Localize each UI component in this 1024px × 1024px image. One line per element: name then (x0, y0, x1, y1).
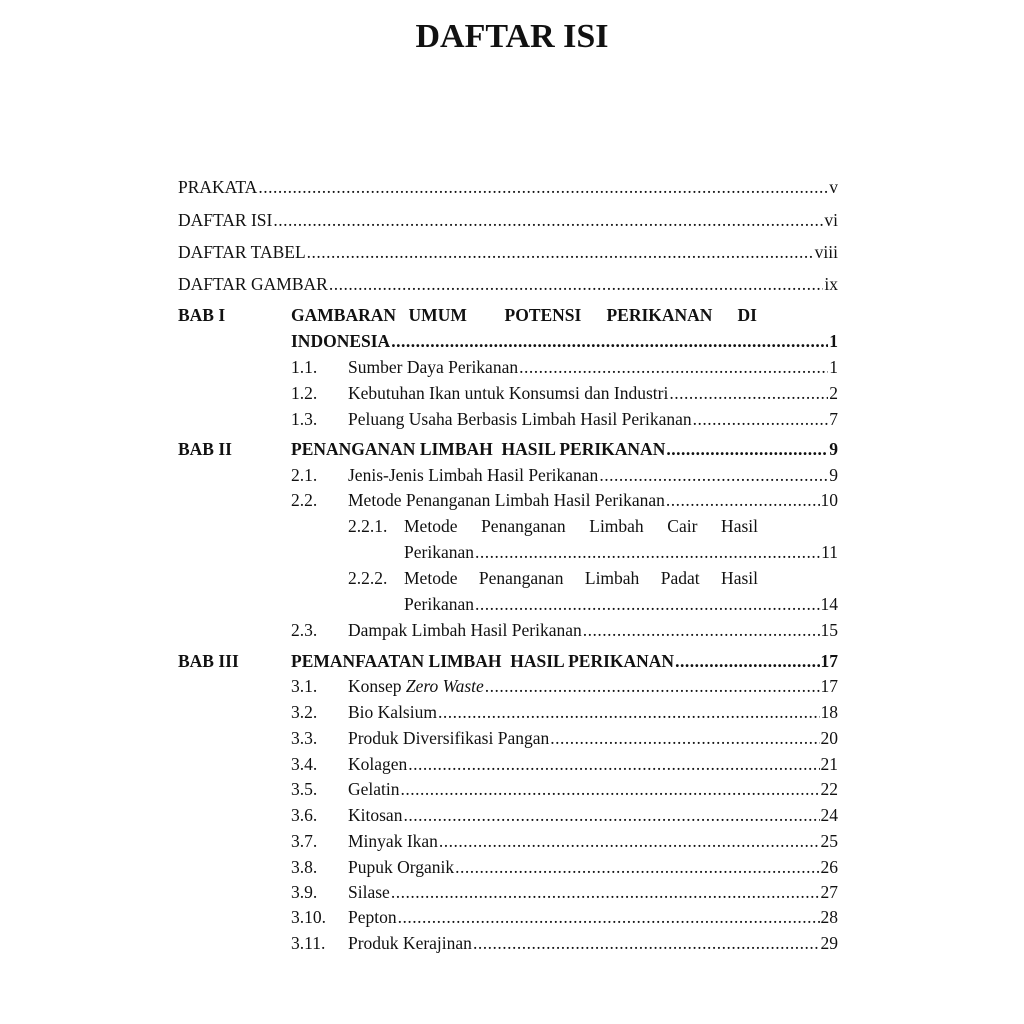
section-label: Kolagen (348, 754, 408, 774)
section-number: 1.1. (291, 357, 318, 377)
chapter-title: PENANGANAN LIMBAH HASIL PERIKANAN (291, 439, 666, 459)
dot-leader (307, 239, 814, 265)
toc-section-3-10[interactable] (291, 904, 838, 930)
toc-page-number: 14 (820, 594, 838, 614)
chapter-title: GAMBARAN UMUM POTENSI PERIKANAN DI (291, 305, 757, 325)
toc-page-number: v (829, 177, 838, 197)
dot-leader (599, 462, 828, 488)
section-label: Pupuk Organik (348, 857, 455, 877)
dot-leader (401, 776, 820, 802)
dot-leader (485, 673, 820, 699)
toc-page-number: 21 (820, 754, 838, 774)
section-label: Kitosan (348, 805, 403, 825)
section-label-italic: Zero Waste (405, 676, 484, 696)
section-label: Metode Penanganan Limbah Hasil Perikanan (348, 490, 665, 510)
toc-subsection-2-2-1[interactable] (348, 513, 758, 539)
section-label: Metode Penanganan Limbah Cair Hasil (404, 516, 758, 536)
toc-section-3-2[interactable] (291, 699, 838, 725)
dot-leader (408, 751, 819, 777)
section-label: Metode Penanganan Limbah Padat Hasil (404, 568, 758, 588)
section-label: Gelatin (348, 779, 400, 799)
toc-page-number: 9 (829, 439, 838, 459)
toc-page-number: 17 (820, 651, 838, 671)
toc-page-number: 9 (829, 465, 838, 485)
toc-entry-label: PRAKATA (178, 177, 258, 197)
section-number: 3.2. (291, 702, 318, 722)
dot-leader (669, 380, 828, 406)
dot-leader (473, 930, 820, 956)
section-number: 2.3. (291, 620, 318, 640)
toc-section-1-1[interactable] (291, 354, 838, 380)
section-number: 3.1. (291, 676, 318, 696)
toc-chapter-1-heading-cont[interactable] (291, 328, 838, 354)
toc-page-number: 15 (820, 620, 838, 640)
section-number: 2.2. (291, 490, 318, 510)
section-number: 2.1. (291, 465, 318, 485)
toc-section-3-4[interactable] (291, 751, 838, 777)
dot-leader (439, 828, 820, 854)
section-number: 2.2.1. (348, 516, 388, 536)
toc-section-2-2[interactable] (291, 487, 838, 513)
toc-section-3-5[interactable] (291, 776, 838, 802)
toc-section-3-7[interactable] (291, 828, 838, 854)
dot-leader (550, 725, 819, 751)
toc-section-2-3[interactable] (291, 617, 838, 643)
toc-subsection-2-2-2[interactable] (348, 565, 758, 591)
toc-page-number: 26 (820, 857, 838, 877)
toc-page-number: 1 (829, 331, 838, 351)
section-number: 3.11. (291, 933, 326, 953)
toc-subsection-2-2-1-cont[interactable] (404, 539, 838, 565)
toc-page-number: 2 (829, 383, 838, 403)
chapter-number: BAB II (178, 439, 232, 459)
section-label: Silase (348, 882, 390, 902)
toc-page-number: ix (824, 274, 838, 294)
section-number: 3.9. (291, 882, 318, 902)
toc-section-1-2[interactable] (291, 380, 838, 406)
section-label (348, 673, 484, 699)
section-label: Pepton (348, 907, 397, 927)
toc-page-number: 20 (820, 728, 838, 748)
toc-entry-prakata[interactable] (178, 174, 838, 200)
toc-page-number: 1 (829, 357, 838, 377)
section-label: Peluang Usaha Berbasis Limbah Hasil Perikanan (348, 409, 692, 429)
dot-leader (403, 802, 819, 828)
toc-entry-daftar-isi[interactable] (178, 207, 838, 233)
dot-leader (666, 436, 828, 462)
toc-entry-daftar-tabel[interactable] (178, 239, 838, 265)
dot-leader (391, 879, 820, 905)
section-label: Bio Kalsium (348, 702, 437, 722)
toc-section-1-3[interactable] (291, 406, 838, 432)
toc-chapter-2-heading[interactable] (178, 436, 838, 462)
toc-page-number: 28 (820, 907, 838, 927)
dot-leader (675, 648, 819, 674)
toc-page-number: vi (824, 210, 838, 230)
section-label: Sumber Daya Perikanan (348, 357, 519, 377)
section-label: Kebutuhan Ikan untuk Konsumsi dan Industri (348, 383, 669, 403)
toc-chapter-3-heading[interactable] (178, 648, 838, 674)
toc-page-number: 29 (820, 933, 838, 953)
section-number: 3.6. (291, 805, 318, 825)
dot-leader (455, 854, 819, 880)
chapter-number: BAB I (178, 305, 226, 325)
dot-leader (519, 354, 828, 380)
toc-page-number: 24 (820, 805, 838, 825)
toc-section-3-6[interactable] (291, 802, 838, 828)
toc-page-number: 27 (820, 882, 838, 902)
section-label-roman: Konsep (348, 676, 406, 696)
section-number: 3.5. (291, 779, 318, 799)
dot-leader (583, 617, 820, 643)
toc-page-number: 7 (829, 409, 838, 429)
toc-page-number: viii (814, 242, 838, 262)
section-number: 1.2. (291, 383, 318, 403)
toc-chapter-1-heading[interactable] (178, 302, 758, 328)
dot-leader (273, 207, 823, 233)
toc-section-2-1[interactable] (291, 462, 838, 488)
section-label: Dampak Limbah Hasil Perikanan (348, 620, 582, 640)
toc-section-3-8[interactable] (291, 854, 838, 880)
section-number: 3.7. (291, 831, 318, 851)
toc-subsection-2-2-2-cont[interactable] (404, 591, 838, 617)
section-number: 3.3. (291, 728, 318, 748)
dot-leader (666, 487, 820, 513)
page-title: DAFTAR ISI (415, 18, 609, 55)
dot-leader (438, 699, 820, 725)
section-label: Minyak Ikan (348, 831, 438, 851)
toc-section-3-1[interactable] (291, 673, 838, 699)
toc-page-number: 22 (820, 779, 838, 799)
toc-section-3-9[interactable] (291, 879, 838, 905)
chapter-number: BAB III (178, 651, 239, 671)
dot-leader (329, 271, 824, 297)
section-label: Jenis-Jenis Limbah Hasil Perikanan (348, 465, 599, 485)
section-number: 3.4. (291, 754, 318, 774)
toc-page-number: 25 (820, 831, 838, 851)
chapter-title-cont: INDONESIA (291, 331, 391, 351)
section-number: 3.10. (291, 907, 326, 927)
toc-entry-label: DAFTAR TABEL (178, 242, 306, 262)
dot-leader (398, 904, 820, 930)
toc-page-number: 18 (820, 702, 838, 722)
toc-section-3-3[interactable] (291, 725, 838, 751)
section-label-cont: Perikanan (404, 542, 474, 562)
section-label-cont: Perikanan (404, 594, 474, 614)
toc-page-number: 10 (820, 490, 838, 510)
toc-page-number: 11 (821, 542, 838, 562)
toc-page-number: 17 (820, 676, 838, 696)
section-label: Produk Kerajinan (348, 933, 472, 953)
dot-leader (391, 328, 828, 354)
toc-entry-label: DAFTAR ISI (178, 210, 273, 230)
chapter-title: PEMANFAATAN LIMBAH HASIL PERIKANAN (291, 651, 675, 671)
dot-leader (693, 406, 829, 432)
section-number: 2.2.2. (348, 568, 388, 588)
dot-leader (258, 174, 828, 200)
section-label: Produk Diversifikasi Pangan (348, 728, 550, 748)
section-number: 3.8. (291, 857, 318, 877)
toc-entry-label: DAFTAR GAMBAR (178, 274, 328, 294)
toc-section-3-11[interactable] (291, 930, 838, 956)
dot-leader (475, 591, 820, 617)
toc-entry-daftar-gambar[interactable] (178, 271, 838, 297)
dot-leader (475, 539, 820, 565)
section-number: 1.3. (291, 409, 318, 429)
